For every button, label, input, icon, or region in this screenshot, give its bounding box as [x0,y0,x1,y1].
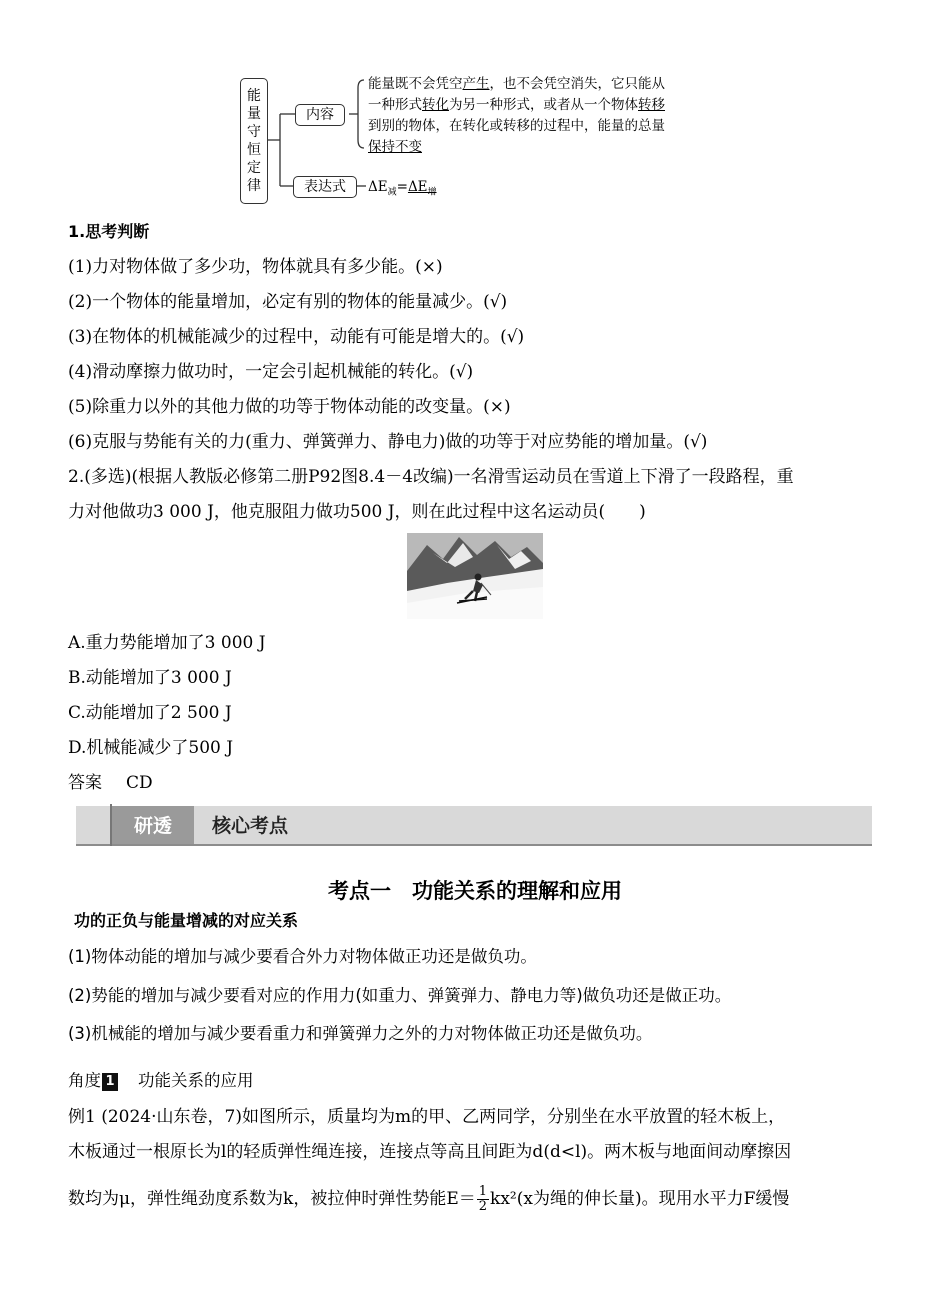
banner-title: 核心考点 [212,815,289,837]
angle-heading [68,1070,254,1092]
root-char: 定 [247,160,261,176]
fraction-numerator: 1 [478,1184,488,1199]
q1-heading: 1.思考判断 [68,222,150,241]
q1-item: (4)滑动摩擦力做功时，一定会引起机械能的转化。(√) [68,362,474,382]
section-point: (2)势能的增加与减少要看对应的作用力(如重力、弹簧弹力、静电力等)做负功还是做正功。 [68,986,732,1005]
q2-stem-line-1: 2.(多选)(根据人教版必修第二册P92图8.4－4改编)一名滑雪运动员在雪道上下滑了一段路程，重 [68,467,794,487]
example-line-1: 例1 (2024·山东卷，7)如图所示，质量均为m的甲、乙两同学，分别坐在水平放置的轻木板上， [68,1107,786,1127]
q2-option-c: C.动能增加了2 500 J [68,703,232,723]
example-line-2: 木板通过一根原长为l的轻质弹性绳连接，连接点等高且间距为d(d<l)。两木板与地面间动摩擦因 [68,1142,792,1162]
section-title: 考点一 功能关系的理解和应用 [328,879,622,903]
desc-line-3: 到别的物体，在转化或转移的过程中，能量的总量 [368,118,665,134]
root-char: 恒 [247,142,261,158]
section-subtitle: 功的正负与能量增减的对应关系 [74,911,299,930]
angle-title: 功能关系的应用 [138,1071,254,1090]
example-line-3-post: kx²(x为绳的伸长量)。现用水平力F缓慢 [490,1189,790,1209]
section-point: (1)物体动能的增加与减少要看合外力对物体做正功还是做负功。 [68,947,537,966]
q2-stem-line-2: 力对他做功3 000 J，他克服阻力做功500 J，则在此过程中这名运动员( ) [68,502,646,522]
q2-option-a: A.重力势能增加了3 000 J [68,633,266,653]
concept-map [240,74,720,204]
expression-label: 表达式 [293,176,357,198]
q2-option-d: D.机械能减少了500 J [68,738,234,758]
root-char: 守 [247,124,261,140]
fraction-denominator: 2 [478,1199,488,1214]
answer-value: CD [126,773,153,793]
answer-label: 答案 [68,773,102,793]
desc-line-1: 能量既不会凭空产生，也不会凭空消失，它只能从 [368,76,665,92]
q2-option-b: B.动能增加了3 000 J [68,668,232,688]
angle-prefix: 角度 [68,1071,101,1090]
root-char: 律 [247,178,261,194]
root-char: 能 [247,88,261,104]
content-description [368,74,718,158]
energy-equation: $\Delta E_减=\Delta E_增$ [368,179,437,198]
q1-item: (6)克服与势能有关的力(重力、弹簧弹力、静电力)做的功等于对应势能的增加量。(√) [68,432,708,452]
root-char: 量 [247,106,261,122]
skier-image [407,533,543,619]
banner-tab: 研透 [112,806,194,844]
q1-item: (2)一个物体的能量增加，必定有别的物体的能量减少。(√) [68,292,508,312]
desc-line-2: 一种形式转化为另一种形式，或者从一个物体转移 [368,97,665,113]
q2-answer [68,772,153,794]
angle-badge: 1 [102,1073,118,1091]
example-line-3 [68,1177,789,1221]
content-label: 内容 [295,104,345,126]
fraction-one-half [477,1185,489,1214]
section-banner [76,806,872,846]
q1-item: (1)力对物体做了多少功，物体就具有多少能。(×) [68,257,443,277]
q1-item: (3)在物体的机械能减少的过程中，动能有可能是增大的。(√) [68,327,525,347]
q1-item: (5)除重力以外的其他力做的功等于物体动能的改变量。(×) [68,397,511,417]
desc-line-4: 保持不变 [368,139,422,155]
section-point: (3)机械能的增加与减少要看重力和弹簧弹力之外的力对物体做正功还是做负功。 [68,1024,653,1043]
example-line-3-pre: 数均为μ，弹性绳劲度系数为k，被拉伸时弹性势能E＝ [68,1189,476,1209]
